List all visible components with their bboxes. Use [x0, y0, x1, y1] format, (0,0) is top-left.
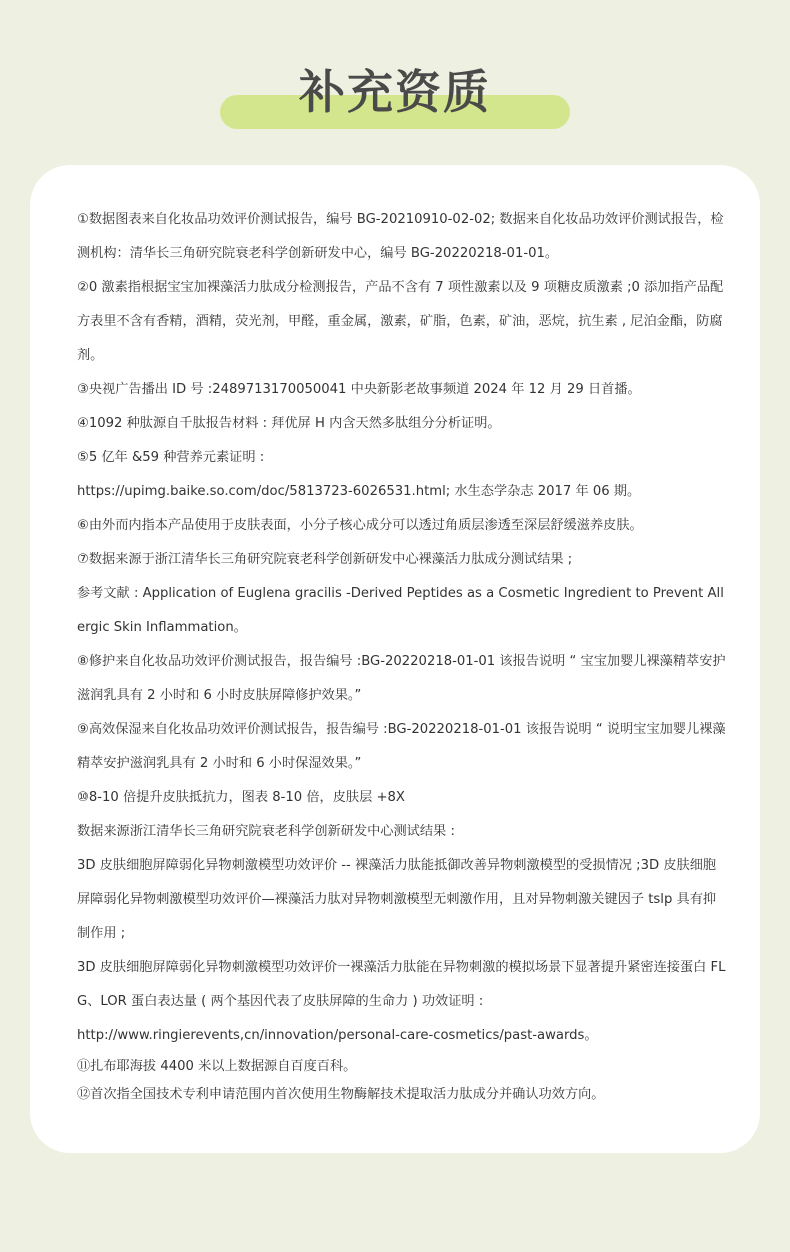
note-7-reference: 参考文献 : Application of Euglena gracilis -Derived Peptides as a Cosmetic Ingredient to Prevent Allergic Skin Inflammation。	[77, 586, 724, 635]
note-10-detail-1: 3D 皮肤细胞屏障弱化异物刺激模型功效评价 -- 裸藻活力肽能抵御改善异物刺激模型的受损情况 ;3D 皮肤细胞屏障弱化异物刺激模型功效评价—裸藻活力肽对异物刺激模型无刺激作用，且对异物刺激关键因子 tslp 具有抑制作用 ;	[77, 858, 717, 941]
note-5-source-link: https://upimg.baike.so.com/doc/5813723-6026531.html; 水生态学杂志 2017 年 06 期。	[77, 484, 641, 499]
note-4: ④1092 种肽源自千肽报告材料 : 拜优屏 H 内含天然多肽组分分析证明。	[77, 416, 501, 431]
note-3: ③央视广告播出 ID 号 :2489713170050041 中央新影老故事频道 2024 年 12 月 29 日首播。	[77, 382, 641, 397]
note-10-detail-2: 3D 皮肤细胞屏障弱化异物刺激模型功效评价一裸藻活力肽能在异物刺激的模拟场景下显著提升紧密连接蛋白 FLG、LOR 蛋白表达量 ( 两个基因代表了皮肤屏障的生命力 ) 功效证明 :	[77, 960, 726, 1009]
note-12: ⑫首次指全国技术专利申请范围内首次使用生物酶解技术提取活力肽成分并确认功效方向。	[77, 1087, 605, 1102]
note-8: ⑧修护来自化妆品功效评价测试报告，报告编号 :BG-20220218-01-01 该报告说明 “ 宝宝加婴儿裸藻精萃安护滋润乳具有 2 小时和 6 小时皮肤屏障修护效果。”	[77, 654, 726, 703]
note-11: ⑪扎布耶海拔 4400 米以上数据源自百度百科。	[77, 1059, 357, 1074]
note-1: ①数据图表来自化妆品功效评价测试报告，编号 BG-20210910-02-02; 数据来自化妆品功效评价测试报告，检测机构：清华长三角研究院衰老科学创新研发中心，编号 BG-20220218-01-01。	[77, 212, 724, 261]
note-5: ⑤5 亿年 &59 种营养元素证明 :	[77, 450, 265, 465]
note-10-link: http://www.ringierevents,cn/innovation/personal-care-cosmetics/past-awards。	[77, 1028, 598, 1043]
note-6: ⑥由外而内指本产品使用于皮肤表面，小分子核心成分可以透过角质层渗透至深层舒缓滋养皮肤。	[77, 518, 643, 533]
qualification-notes	[77, 203, 727, 1109]
qualification-card	[30, 165, 760, 1153]
note-9: ⑨高效保湿来自化妆品功效评价测试报告，报告编号 :BG-20220218-01-01 该报告说明 “ 说明宝宝加婴儿裸藻精萃安护滋润乳具有 2 小时和 6 小时保湿效果。”	[77, 722, 726, 771]
page-title: 补充资质	[299, 65, 491, 119]
note-10: ⑩8-10 倍提升皮肤抵抗力，图表 8-10 倍，皮肤层 +8X	[77, 790, 405, 805]
note-7: ⑦数据来源于浙江清华长三角研究院衰老科学创新研发中心裸藻活力肽成分测试结果 ;	[77, 552, 573, 567]
note-2: ②0 激素指根据宝宝加裸藻活力肽成分检测报告，产品不含有 7 项性激素以及 9 项糖皮质激素 ;0 添加指产品配方表里不含有香精，酒精，荧光剂，甲醛，重金属，激素，矿脂，色素，矿油，恶烷，抗生素 , 尼泊金酯，防腐剂。	[77, 280, 724, 363]
note-10-source: 数据来源浙江清华长三角研究院衰老科学创新研发中心测试结果 :	[77, 824, 455, 839]
title-section	[0, 60, 790, 140]
